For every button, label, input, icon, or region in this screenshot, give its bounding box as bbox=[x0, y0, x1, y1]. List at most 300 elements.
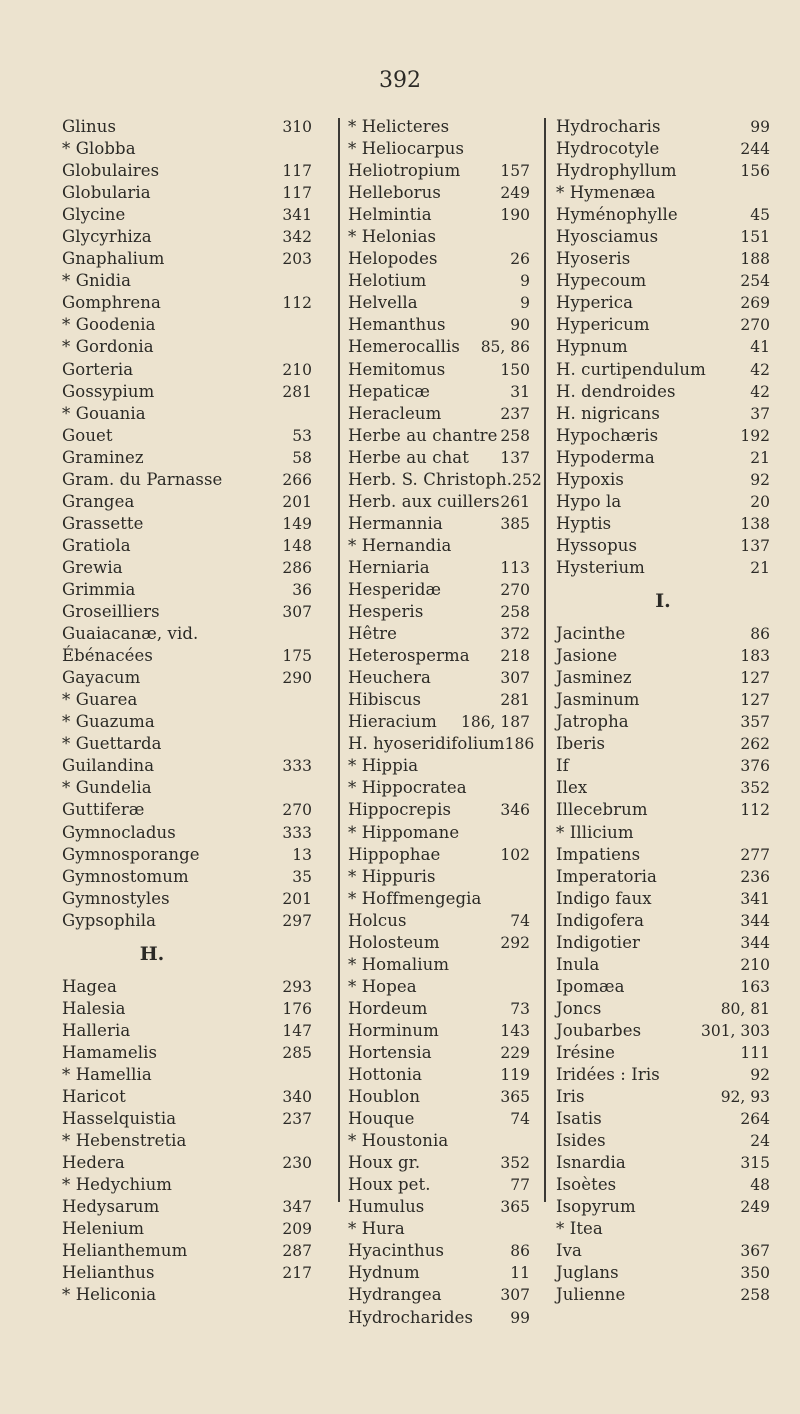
entry-page: 176 bbox=[282, 999, 312, 1018]
entry-name: Isides bbox=[556, 1131, 606, 1151]
entry-page: 342 bbox=[282, 228, 312, 247]
entry-name: Iberis bbox=[556, 734, 606, 754]
entry-name: Grassette bbox=[62, 513, 144, 533]
entry-page: 210 bbox=[740, 955, 770, 974]
entry-page: 9 bbox=[520, 294, 530, 313]
entry-page: 258 bbox=[500, 603, 530, 622]
index-entry bbox=[62, 226, 312, 248]
entry-page: 163 bbox=[740, 977, 770, 996]
index-entry bbox=[62, 866, 312, 888]
entry-name: Ipomæa bbox=[556, 976, 625, 996]
index-entry bbox=[348, 1174, 530, 1196]
entry-page: 252 bbox=[512, 470, 542, 489]
entry-name: Hamamelis bbox=[62, 1042, 158, 1062]
entry-name: Holosteum bbox=[348, 932, 440, 952]
entry-page: 365 bbox=[500, 1088, 530, 1107]
entry-page: 42 bbox=[750, 382, 770, 401]
index-entry bbox=[556, 998, 770, 1020]
index-entry bbox=[348, 1196, 530, 1218]
index-entry bbox=[556, 822, 770, 844]
index-entry bbox=[62, 667, 312, 689]
index-entry bbox=[556, 160, 770, 182]
entry-name: Hibiscus bbox=[348, 690, 422, 710]
entry-page: 315 bbox=[740, 1154, 770, 1173]
entry-page: 266 bbox=[282, 470, 312, 489]
index-entry bbox=[62, 160, 312, 182]
index-entry bbox=[348, 645, 530, 667]
entry-name: Helmintia bbox=[348, 205, 432, 225]
entry-page: 201 bbox=[282, 889, 312, 908]
index-entry bbox=[62, 733, 312, 755]
entry-page: 357 bbox=[740, 713, 770, 732]
index-entry bbox=[348, 381, 530, 403]
entry-page: 80, 81 bbox=[720, 999, 770, 1018]
entry-name: Hermannia bbox=[348, 513, 443, 533]
entry-name: Globulaires bbox=[62, 161, 160, 181]
entry-name: Indigo faux bbox=[556, 888, 652, 908]
entry-page: 230 bbox=[282, 1154, 312, 1173]
entry-name: Hypo la bbox=[556, 491, 622, 511]
entry-page: 41 bbox=[750, 338, 770, 357]
index-entry bbox=[348, 248, 530, 270]
index-entry bbox=[556, 1174, 770, 1196]
entry-page: 117 bbox=[282, 162, 312, 181]
index-entry bbox=[556, 976, 770, 998]
entry-name: Herniaria bbox=[348, 557, 430, 577]
entry-name: Indigofera bbox=[556, 910, 645, 930]
index-entry bbox=[348, 1152, 530, 1174]
entry-name: Ilex bbox=[556, 778, 588, 798]
entry-page: 352 bbox=[500, 1154, 530, 1173]
entry-page: 269 bbox=[740, 294, 770, 313]
index-entry bbox=[348, 910, 530, 932]
entry-name: Gymnostomum bbox=[62, 866, 189, 886]
entry-page: 13 bbox=[292, 845, 312, 864]
entry-name: Hyménophylle bbox=[556, 205, 678, 225]
entry-page: 86 bbox=[750, 625, 770, 644]
entry-name: Hortensia bbox=[348, 1042, 432, 1062]
index-entry bbox=[62, 1086, 312, 1108]
entry-page: 119 bbox=[500, 1066, 530, 1085]
entry-name: Isnardia bbox=[556, 1153, 626, 1173]
entry-name: * Heliconia bbox=[62, 1285, 157, 1305]
index-entry bbox=[556, 866, 770, 888]
index-entry bbox=[62, 1262, 312, 1284]
entry-page: 111 bbox=[740, 1043, 770, 1062]
entry-page: 229 bbox=[500, 1043, 530, 1062]
entry-name: Julienne bbox=[556, 1285, 626, 1305]
index-entry bbox=[556, 425, 770, 447]
entry-page: 11 bbox=[510, 1264, 530, 1283]
entry-page: 237 bbox=[282, 1110, 312, 1129]
entry-name: Jasminez bbox=[556, 668, 632, 688]
index-entry bbox=[556, 711, 770, 733]
index-entry bbox=[348, 116, 530, 138]
entry-name: Houx pet. bbox=[348, 1175, 431, 1195]
entry-page: 297 bbox=[282, 911, 312, 930]
entry-name: Helianthemum bbox=[62, 1241, 188, 1261]
entry-page: 58 bbox=[292, 448, 312, 467]
index-entry bbox=[556, 359, 770, 381]
index-entry bbox=[62, 1064, 312, 1086]
index-entry bbox=[62, 292, 312, 314]
entry-name: Helenium bbox=[62, 1219, 145, 1239]
entry-name: * Gouania bbox=[62, 403, 146, 423]
entry-name: Helotium bbox=[348, 271, 427, 291]
index-entry bbox=[556, 535, 770, 557]
entry-page: 147 bbox=[282, 1021, 312, 1040]
entry-name: * Hippocratea bbox=[348, 778, 467, 798]
entry-page: 175 bbox=[282, 647, 312, 666]
entry-name: Herb. aux cuillers bbox=[348, 491, 500, 511]
entry-name: Ébénacées bbox=[62, 646, 153, 666]
entry-page: 188 bbox=[740, 250, 770, 269]
entry-page: 92 bbox=[750, 1066, 770, 1085]
column-divider bbox=[338, 118, 340, 1202]
index-entry bbox=[556, 292, 770, 314]
entry-page: 190 bbox=[500, 206, 530, 225]
index-entry bbox=[348, 1284, 530, 1306]
index-entry bbox=[62, 888, 312, 910]
index-entry bbox=[62, 270, 312, 292]
entry-page: 258 bbox=[500, 426, 530, 445]
entry-page: 333 bbox=[282, 823, 312, 842]
entry-page: 301, 303 bbox=[700, 1021, 770, 1040]
entry-name: Hedysarum bbox=[62, 1197, 160, 1217]
entry-page: 99 bbox=[510, 1308, 530, 1327]
entry-name: * Hura bbox=[348, 1219, 405, 1239]
entry-page: 183 bbox=[740, 647, 770, 666]
entry-name: Glycyrhiza bbox=[62, 227, 152, 247]
index-entry bbox=[556, 645, 770, 667]
entry-page: 333 bbox=[282, 757, 312, 776]
index-entry bbox=[62, 799, 312, 821]
entry-name: Gratiola bbox=[62, 535, 131, 555]
entry-name: Hydrocotyle bbox=[556, 139, 660, 159]
index-column-3 bbox=[556, 116, 786, 1307]
entry-name: Iris bbox=[556, 1087, 585, 1107]
index-entry bbox=[348, 711, 530, 733]
entry-name: Iridées : Iris bbox=[556, 1065, 660, 1085]
entry-name: Halesia bbox=[62, 998, 126, 1018]
entry-name: * Heliocarpus bbox=[348, 139, 465, 159]
entry-page: 244 bbox=[740, 140, 770, 159]
entry-page: 350 bbox=[740, 1264, 770, 1283]
entry-name: * Houstonia bbox=[348, 1131, 449, 1151]
entry-name: Gypsophila bbox=[62, 910, 157, 930]
index-entry bbox=[556, 910, 770, 932]
entry-page: 210 bbox=[282, 360, 312, 379]
entry-name: Glinus bbox=[62, 117, 117, 136]
entry-page: 74 bbox=[510, 1110, 530, 1129]
index-entry bbox=[348, 403, 530, 425]
entry-name: * Goodenia bbox=[62, 315, 156, 335]
index-entry bbox=[556, 799, 770, 821]
entry-page: 85, 86 bbox=[480, 338, 530, 357]
section-heading: I. bbox=[655, 589, 671, 612]
entry-page: 310 bbox=[282, 118, 312, 136]
entry-name: Hyperica bbox=[556, 293, 634, 313]
column-divider bbox=[544, 118, 546, 1202]
entry-name: * Hebenstretia bbox=[62, 1131, 187, 1151]
index-entry bbox=[62, 645, 312, 667]
index-entry bbox=[348, 204, 530, 226]
entry-name: Inula bbox=[556, 954, 600, 974]
entry-page: 277 bbox=[740, 845, 770, 864]
index-entry bbox=[556, 248, 770, 270]
entry-name: Hydrocharis bbox=[556, 117, 661, 136]
index-entry bbox=[556, 204, 770, 226]
index-entry bbox=[348, 579, 530, 601]
index-entry bbox=[556, 557, 770, 579]
entry-name: * Hoffmengegia bbox=[348, 888, 482, 908]
index-entry bbox=[348, 226, 530, 248]
entry-name: Gossypium bbox=[62, 381, 155, 401]
index-entry bbox=[62, 403, 312, 425]
entry-page: 385 bbox=[500, 514, 530, 533]
index-entry bbox=[348, 866, 530, 888]
entry-page: 20 bbox=[750, 492, 770, 511]
entry-page: 372 bbox=[500, 625, 530, 644]
entry-name: * Hedychium bbox=[62, 1175, 173, 1195]
index-entry bbox=[62, 469, 312, 491]
entry-page: 201 bbox=[282, 492, 312, 511]
index-entry bbox=[348, 601, 530, 623]
entry-page: 281 bbox=[282, 382, 312, 401]
index-entry bbox=[348, 932, 530, 954]
entry-name: Glycine bbox=[62, 205, 126, 225]
index-entry bbox=[556, 314, 770, 336]
entry-page: 117 bbox=[282, 184, 312, 203]
entry-page: 293 bbox=[282, 977, 312, 996]
entry-name: Joubarbes bbox=[556, 1020, 642, 1040]
index-entry bbox=[556, 403, 770, 425]
entry-name: Hottonia bbox=[348, 1065, 423, 1085]
entry-page: 102 bbox=[500, 845, 530, 864]
entry-name: Haricot bbox=[62, 1087, 126, 1107]
entry-page: 186, 187 bbox=[460, 713, 530, 732]
entry-page: 292 bbox=[500, 933, 530, 952]
index-entry bbox=[556, 1020, 770, 1042]
index-entry bbox=[62, 689, 312, 711]
entry-page: 138 bbox=[740, 514, 770, 533]
index-entry bbox=[348, 359, 530, 381]
index-entry bbox=[62, 1108, 312, 1130]
entry-name: Grimmia bbox=[62, 579, 136, 599]
entry-name: * Itea bbox=[556, 1219, 603, 1239]
entry-page: 249 bbox=[500, 184, 530, 203]
entry-page: 344 bbox=[740, 911, 770, 930]
index-entry bbox=[62, 623, 312, 645]
entry-name: * Gordonia bbox=[62, 337, 154, 357]
index-entry bbox=[556, 689, 770, 711]
entry-name: Hippocrepis bbox=[348, 800, 452, 820]
index-entry bbox=[556, 755, 770, 777]
entry-page: 112 bbox=[740, 801, 770, 820]
index-entry bbox=[348, 1064, 530, 1086]
entry-name: Hemerocallis bbox=[348, 337, 460, 357]
index-entry bbox=[62, 535, 312, 557]
index-entry bbox=[556, 270, 770, 292]
index-entry bbox=[62, 1020, 312, 1042]
index-entry bbox=[348, 733, 535, 755]
index-entry bbox=[62, 314, 312, 336]
index-entry bbox=[62, 1042, 312, 1064]
index-entry bbox=[348, 425, 530, 447]
index-entry bbox=[62, 425, 312, 447]
entry-name: Isoètes bbox=[556, 1175, 617, 1195]
entry-name: Jasione bbox=[556, 646, 618, 666]
entry-page: 149 bbox=[282, 514, 312, 533]
index-entry bbox=[556, 1064, 770, 1086]
index-entry bbox=[348, 535, 530, 557]
entry-page: 143 bbox=[500, 1021, 530, 1040]
index-entry bbox=[348, 1108, 530, 1130]
entry-page: 262 bbox=[740, 735, 770, 754]
entry-page: 307 bbox=[500, 669, 530, 688]
index-entry bbox=[556, 491, 770, 513]
index-entry bbox=[348, 1307, 530, 1329]
index-entry bbox=[348, 557, 530, 579]
entry-name: * Gundelia bbox=[62, 778, 152, 798]
entry-name: * Hamellia bbox=[62, 1065, 152, 1085]
entry-name: * Hippomane bbox=[348, 822, 460, 842]
entry-page: 90 bbox=[510, 316, 530, 335]
index-entry bbox=[62, 248, 312, 270]
index-entry bbox=[348, 998, 530, 1020]
entry-page: 31 bbox=[510, 382, 530, 401]
index-entry bbox=[556, 733, 770, 755]
entry-name: Iva bbox=[556, 1241, 582, 1261]
index-entry bbox=[62, 138, 312, 160]
entry-page: 341 bbox=[740, 889, 770, 908]
index-entry bbox=[348, 447, 530, 469]
entry-page: 36 bbox=[292, 580, 312, 599]
entry-name: Gymnocladus bbox=[62, 822, 176, 842]
entry-name: * Hippia bbox=[348, 756, 419, 776]
entry-name: Hesperis bbox=[348, 602, 424, 622]
index-entry bbox=[348, 667, 530, 689]
entry-name: Grangea bbox=[62, 491, 135, 511]
entry-name: Imperatoria bbox=[556, 866, 657, 886]
entry-name: Hasselquistia bbox=[62, 1109, 177, 1129]
entry-name: Helianthus bbox=[62, 1263, 155, 1283]
entry-name: Hêtre bbox=[348, 624, 397, 644]
entry-page: 249 bbox=[740, 1198, 770, 1217]
entry-page: 290 bbox=[282, 669, 312, 688]
index-entry bbox=[348, 888, 530, 910]
index-entry bbox=[62, 1130, 312, 1152]
entry-name: Hordeum bbox=[348, 998, 428, 1018]
index-entry bbox=[556, 623, 770, 645]
index-entry bbox=[348, 976, 530, 998]
index-entry bbox=[348, 270, 530, 292]
entry-name: Hypnum bbox=[556, 337, 628, 357]
entry-name: Hydrophyllum bbox=[556, 161, 677, 181]
index-entry bbox=[348, 182, 530, 204]
entry-name: Isatis bbox=[556, 1109, 602, 1129]
entry-page: 157 bbox=[500, 162, 530, 181]
entry-page: 48 bbox=[750, 1176, 770, 1195]
page-number: 392 bbox=[379, 68, 421, 93]
index-column-1 bbox=[62, 116, 312, 1307]
index-entry bbox=[348, 336, 530, 358]
entry-page: 307 bbox=[500, 1286, 530, 1305]
entry-name: Hydrocharides bbox=[348, 1307, 474, 1327]
entry-page: 148 bbox=[282, 536, 312, 555]
index-entry bbox=[62, 1284, 312, 1306]
entry-name: Herbe au chantre bbox=[348, 425, 498, 445]
entry-name: * Guazuma bbox=[62, 712, 155, 732]
index-entry bbox=[556, 844, 770, 866]
index-entry bbox=[348, 513, 530, 535]
entry-name: Hypochæris bbox=[556, 425, 659, 445]
index-entry bbox=[348, 292, 530, 314]
entry-name: Hagea bbox=[62, 976, 117, 996]
entry-name: Illecebrum bbox=[556, 800, 648, 820]
index-entry bbox=[62, 381, 312, 403]
entry-name: Gorteria bbox=[62, 359, 134, 379]
index-entry bbox=[348, 1262, 530, 1284]
index-entry bbox=[556, 116, 770, 138]
index-entry bbox=[62, 116, 312, 138]
entry-name: Hieracium bbox=[348, 712, 437, 732]
entry-page: 113 bbox=[500, 558, 530, 577]
entry-page: 258 bbox=[740, 1286, 770, 1305]
index-entry bbox=[62, 976, 312, 998]
section-heading: H. bbox=[139, 942, 165, 965]
entry-page: 281 bbox=[500, 691, 530, 710]
entry-name: Humulus bbox=[348, 1197, 425, 1217]
entry-page: 192 bbox=[740, 426, 770, 445]
index-entry bbox=[62, 1196, 312, 1218]
entry-name: Graminez bbox=[62, 447, 144, 467]
entry-page: 376 bbox=[740, 757, 770, 776]
entry-name: Gnaphalium bbox=[62, 249, 165, 269]
index-entry bbox=[556, 1240, 770, 1262]
entry-page: 150 bbox=[500, 360, 530, 379]
index-entry bbox=[348, 623, 530, 645]
index-entry bbox=[62, 822, 312, 844]
entry-name: Grewia bbox=[62, 557, 123, 577]
entry-page: 35 bbox=[292, 867, 312, 886]
index-entry bbox=[348, 469, 542, 491]
entry-name: Hemanthus bbox=[348, 315, 446, 335]
index-entry bbox=[556, 1130, 770, 1152]
index-entry bbox=[348, 1218, 530, 1240]
index-entry bbox=[348, 491, 530, 513]
entry-name: Hesperidæ bbox=[348, 579, 442, 599]
entry-name: H. dendroides bbox=[556, 381, 676, 401]
entry-name: Herb. S. Christoph. bbox=[348, 469, 513, 489]
entry-name: Horminum bbox=[348, 1020, 439, 1040]
index-entry bbox=[556, 447, 770, 469]
entry-name: Jatropha bbox=[556, 712, 629, 732]
entry-page: 21 bbox=[750, 448, 770, 467]
entry-page: 186 bbox=[504, 735, 535, 754]
entry-name: Helleborus bbox=[348, 183, 441, 203]
index-entry bbox=[556, 336, 770, 358]
entry-name: Hyosciamus bbox=[556, 227, 659, 247]
entry-name: Hydrangea bbox=[348, 1285, 442, 1305]
index-entry bbox=[556, 1262, 770, 1284]
index-entry bbox=[348, 1042, 530, 1064]
index-entry bbox=[62, 204, 312, 226]
entry-name: Hypecoum bbox=[556, 271, 647, 291]
index-entry bbox=[348, 822, 530, 844]
entry-page: 261 bbox=[500, 492, 530, 511]
entry-page: 270 bbox=[282, 801, 312, 820]
